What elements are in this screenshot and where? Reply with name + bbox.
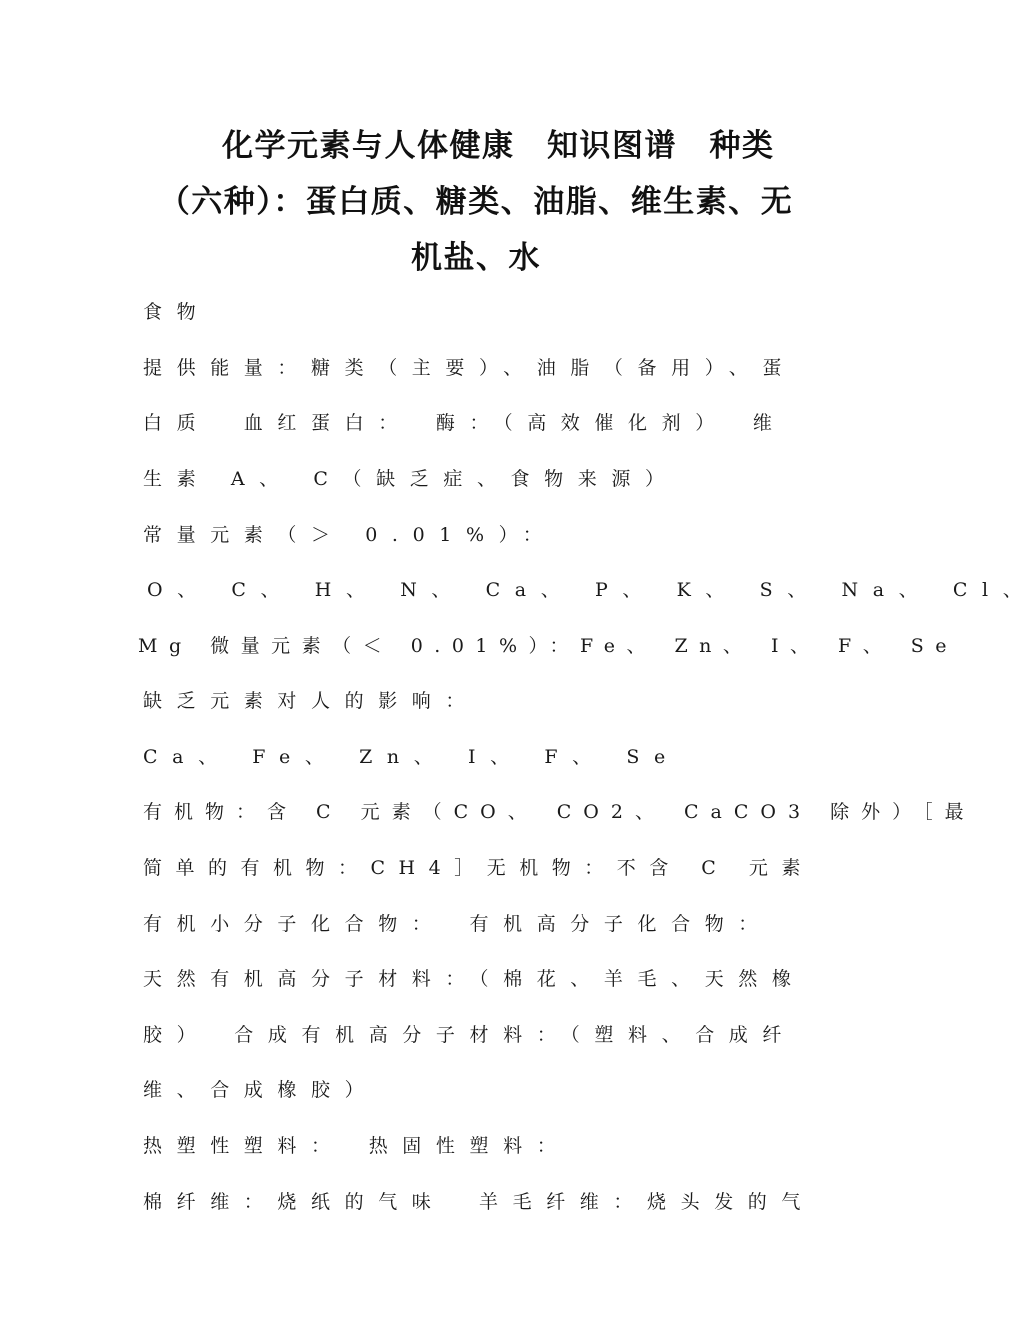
text-line: 食物 (143, 301, 211, 323)
text-line: 提供能量：糖类（主要）、油脂（备用）、蛋 (143, 357, 797, 379)
title-line-2: （六种）：蛋白质、糖类、油脂、维生素、无 (158, 184, 794, 220)
text-line: O、 C、 H、 N、 Ca、 P、 K、 S、 Na、 Cl、 (147, 579, 1036, 601)
text-line: 简单的有机物：CH4］无机物：不含 C 元素 (143, 857, 814, 879)
text-line: 热塑性塑料： 热固性塑料： (143, 1135, 571, 1157)
title-line-3: 机盐、水 (411, 240, 541, 276)
text-line: Mg 微量元素（＜ 0.01%）：Fe、 Zn、 I、 F、 Se (138, 635, 958, 657)
title-line-1: 化学元素与人体健康 知识图谱 种类 (222, 128, 775, 164)
text-line: 常量元素（＞ 0.01%）： (143, 524, 557, 546)
text-line: 生素 A、 C（缺乏症、食物来源） (143, 468, 679, 490)
text-line: 白质 血红蛋白： 酶：（高效催化剂） 维 (143, 412, 787, 434)
document-title (140, 118, 812, 286)
text-line: 缺乏元素对人的影响： (143, 690, 480, 712)
text-line: 有机物：含 C 元素（CO、 CO2、 CaCO3 除外）［最 (143, 801, 976, 823)
text-line: 有机小分子化合物： 有机高分子化合物： (143, 913, 772, 935)
text-line: 胶） 合成有机高分子材料：（塑料、合成纤 (143, 1024, 797, 1046)
text-line: 棉纤维：烧纸的气味 羊毛纤维：烧头发的气 (143, 1191, 816, 1213)
text-line: 维、合成橡胶） (143, 1079, 379, 1101)
text-line: 天然有机高分子材料：（棉花、羊毛、天然橡 (143, 968, 806, 990)
text-line: Ca、 Fe、 Zn、 I、 F、 Se (143, 746, 680, 768)
